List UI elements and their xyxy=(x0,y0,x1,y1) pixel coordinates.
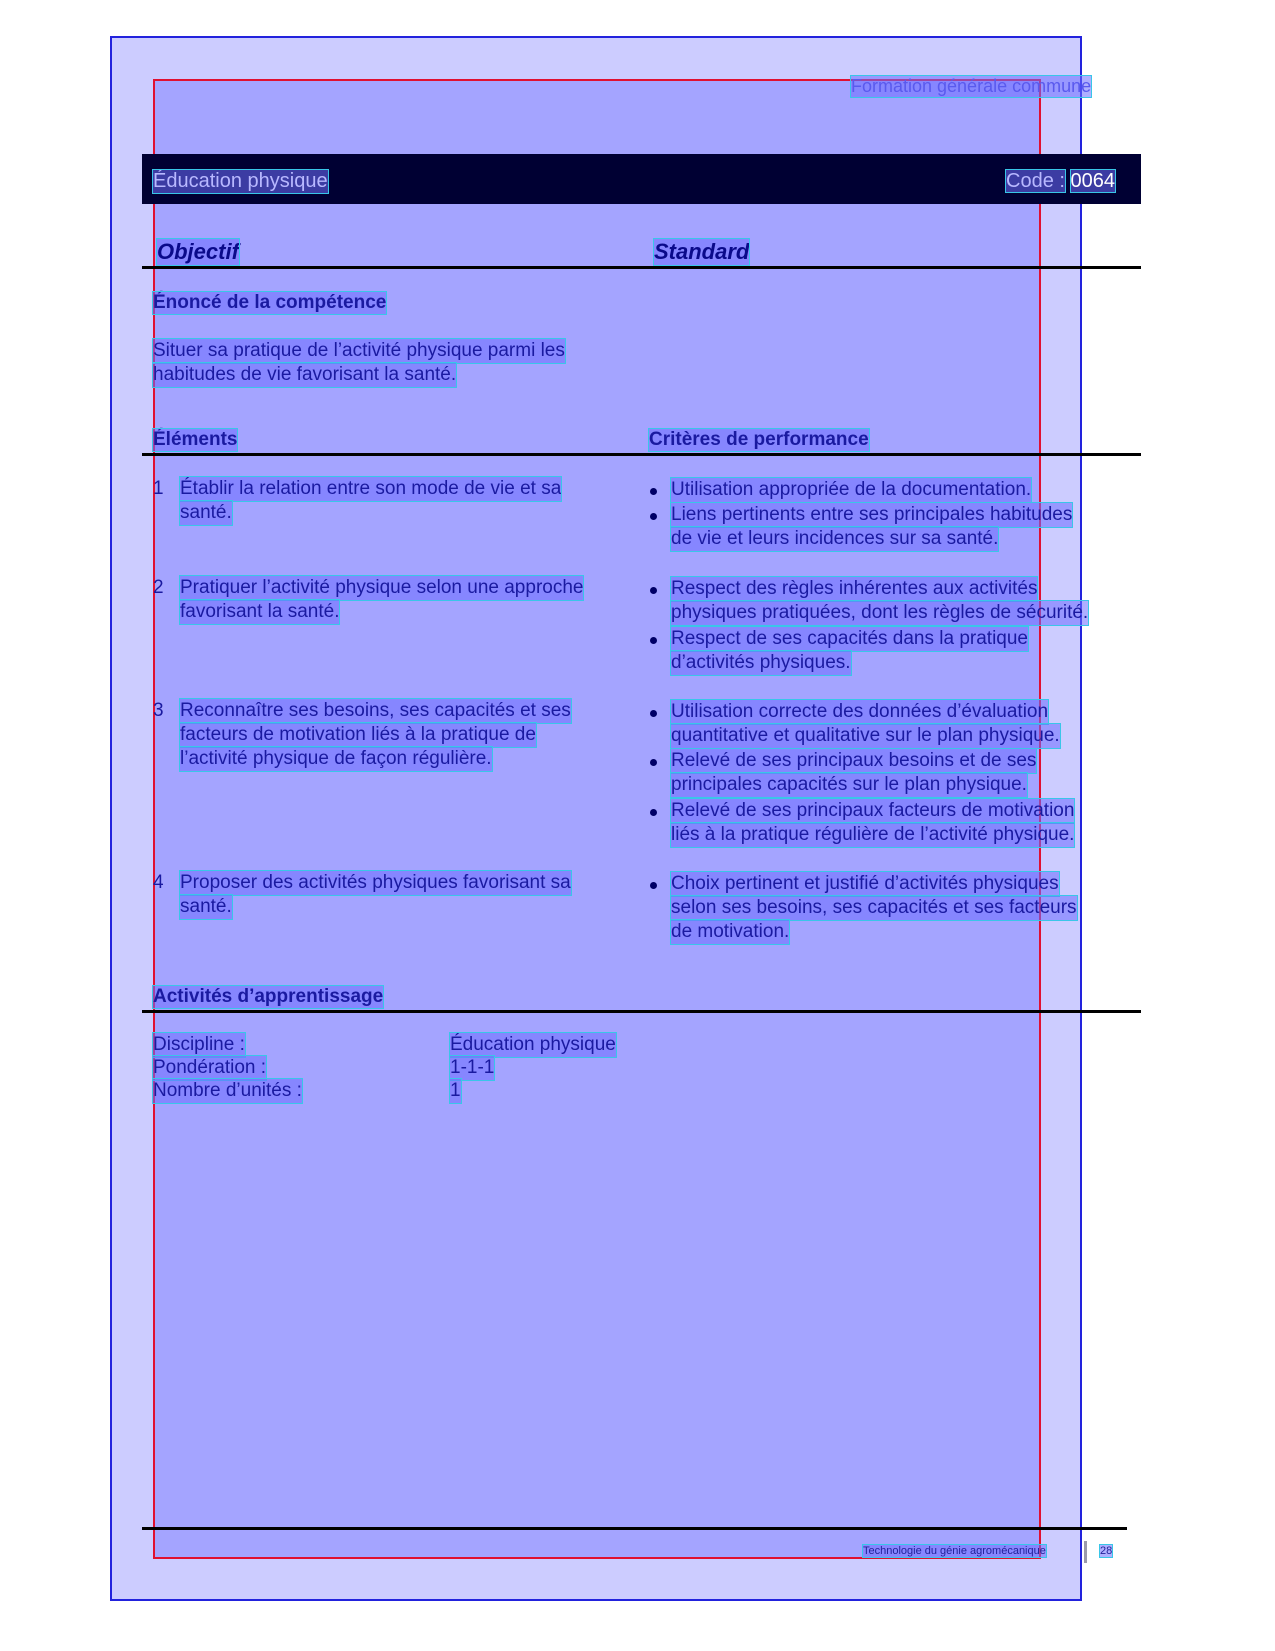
bullet-icon xyxy=(650,809,657,816)
criterion-line: de vie et leurs incidences sur sa santé. xyxy=(671,528,999,549)
activity-value: 1-1-1 xyxy=(450,1057,495,1078)
activity-value: Éducation physique xyxy=(450,1034,616,1055)
activities-heading: Activités d’apprentissage xyxy=(153,986,384,1007)
bullet-icon xyxy=(650,637,657,644)
criterion-line: selon ses besoins, ses capacités et ses facteurs xyxy=(671,897,1077,918)
competence-line: habitudes de vie favorisant la santé. xyxy=(153,364,457,385)
page-number: 28 xyxy=(1100,1545,1113,1557)
criterion-line: Choix pertinent et justifié d’activités physiques xyxy=(671,873,1059,894)
bullet-icon xyxy=(650,587,657,594)
code-label: Code : xyxy=(1006,170,1065,192)
criterion-line: liés à la pratique régulière de l’activité physique. xyxy=(671,824,1075,845)
criterion-line: Respect de ses capacités dans la pratique xyxy=(671,628,1028,649)
criterion-line: Relevé de ses principaux facteurs de motivation xyxy=(671,800,1075,821)
divider xyxy=(142,1010,1141,1013)
criteria-heading: Critères de performance xyxy=(649,429,869,450)
element-line: l’activité physique de façon régulière. xyxy=(180,748,492,769)
element-line: favorisant la santé. xyxy=(180,601,340,622)
activity-value: 1 xyxy=(450,1080,461,1101)
divider xyxy=(142,266,1141,269)
elements-heading: Éléments xyxy=(153,429,238,450)
activity-label: Pondération : xyxy=(153,1057,267,1078)
element-line: santé. xyxy=(180,502,232,523)
criterion-line: de motivation. xyxy=(671,921,790,942)
footer-separator xyxy=(1084,1541,1087,1563)
bullet-icon xyxy=(650,759,657,766)
divider xyxy=(142,453,1141,456)
criterion-line: principales capacités sur le plan physique. xyxy=(671,774,1027,795)
bullet-icon xyxy=(650,513,657,520)
element-line: Reconnaître ses besoins, ses capacités et ses xyxy=(180,700,571,721)
element-line: Établir la relation entre son mode de vie et sa xyxy=(180,478,562,499)
bullet-icon xyxy=(650,882,657,889)
criterion-line: Liens pertinents entre ses principales habitudes xyxy=(671,504,1073,525)
element-number: 2 xyxy=(153,577,164,598)
criterion-line: quantitative et qualitative sur le plan physique. xyxy=(671,725,1060,746)
criterion-line: Relevé de ses principaux besoins et de ses xyxy=(671,750,1037,771)
activity-label: Nombre d’unités : xyxy=(153,1080,302,1101)
criterion-line: d’activités physiques. xyxy=(671,652,851,673)
course-code xyxy=(1006,170,1115,193)
criterion-line: Utilisation correcte des données d’évaluation xyxy=(671,701,1049,722)
header-formation-label: Formation générale commune xyxy=(851,76,1092,96)
objective-heading: Objectif xyxy=(157,239,239,264)
code-value: 0064 xyxy=(1070,170,1115,192)
criterion-line: Respect des règles inhérentes aux activités xyxy=(671,578,1038,599)
criterion-line: physiques pratiquées, dont les règles de sécurité. xyxy=(671,602,1089,623)
element-line: Proposer des activités physiques favorisant sa xyxy=(180,872,571,893)
bullet-icon xyxy=(650,710,657,717)
criterion-line: Utilisation appropriée de la documentation. xyxy=(671,479,1032,500)
bullet-icon xyxy=(650,488,657,495)
element-number: 4 xyxy=(153,872,164,893)
element-number: 3 xyxy=(153,700,164,721)
competence-line: Situer sa pratique de l’activité physique parmi les xyxy=(153,340,565,361)
element-number: 1 xyxy=(153,478,164,499)
element-line: santé. xyxy=(180,896,232,917)
standard-heading: Standard xyxy=(654,239,750,264)
course-title: Éducation physique xyxy=(153,170,328,192)
element-line: facteurs de motivation liés à la pratique de xyxy=(180,724,536,745)
element-line: Pratiquer l’activité physique selon une approche xyxy=(180,577,584,598)
competence-heading: Énoncé de la compétence xyxy=(153,292,387,313)
activity-label: Discipline : xyxy=(153,1034,245,1055)
footer-program: Technologie du génie agromécanique xyxy=(863,1545,1046,1557)
footer-divider xyxy=(142,1527,1127,1530)
